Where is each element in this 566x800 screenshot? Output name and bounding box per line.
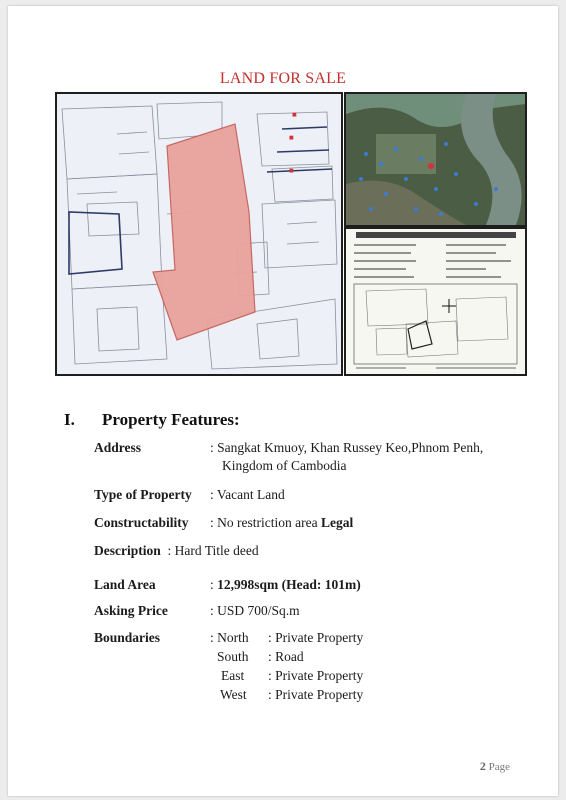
- boundary-west-value: : Private Property: [268, 687, 364, 702]
- document-page: [8, 6, 558, 796]
- description-value: Hard Title deed: [174, 543, 259, 558]
- boundary-south-dir: South: [217, 649, 249, 664]
- boundary-south-value: : Road: [268, 649, 304, 664]
- constructability-value: : No restriction area Legal: [210, 515, 354, 530]
- address-line1: Sangkat Kmuoy, Khan Russey Keo,Phnom Penh,: [217, 440, 484, 455]
- section-number: I.: [64, 410, 75, 429]
- section-title: Property Features:: [102, 410, 240, 429]
- asking-price-value: : USD 700/Sq.m: [210, 603, 300, 618]
- type-of-property-value: : Vacant Land: [210, 487, 285, 502]
- address-row: [94, 440, 141, 456]
- address-value-line2: [222, 458, 347, 474]
- address-line2: Kingdom of Cambodia: [222, 458, 347, 473]
- address-value: : Sangkat Kmuoy, Khan Russey Keo,Phnom Penh,: [210, 440, 484, 455]
- cadastral-plan-image: [55, 92, 343, 376]
- section-heading: [64, 410, 240, 430]
- svg-text:■: ■: [289, 168, 294, 174]
- page-title: LAND FOR SALE: [219, 70, 347, 87]
- satellite-map-image: [344, 92, 527, 227]
- constructability-row: [94, 515, 189, 531]
- asking-price-row: [94, 603, 168, 619]
- land-title-document-image: [344, 227, 527, 376]
- land-area-label: Land Area: [94, 577, 156, 592]
- asking-price-label: Asking Price: [94, 603, 168, 618]
- type-of-property-row: [94, 487, 192, 503]
- svg-text:■: ■: [289, 135, 294, 141]
- description-label: Description: [94, 543, 161, 558]
- land-area-value: : 12,998sqm (Head: 101m): [210, 577, 361, 592]
- boundaries-label: Boundaries: [94, 630, 161, 645]
- address-label: Address: [94, 440, 142, 455]
- svg-text:■: ■: [292, 112, 297, 118]
- boundary-north-dir: : North: [210, 630, 249, 645]
- constructability-label: Constructability: [94, 515, 189, 530]
- land-area-row: [94, 577, 156, 593]
- constructability-legal: Legal: [320, 515, 354, 530]
- boundary-east-value: : Private Property: [268, 668, 364, 683]
- boundary-west-dir: West: [220, 687, 247, 702]
- boundary-north-value: : Private Property: [268, 630, 364, 645]
- boundary-east-dir: East: [221, 668, 245, 683]
- page-number: 2 Page: [479, 759, 510, 773]
- description-row: Description : Hard Title deed: [94, 543, 259, 558]
- land-area-head: (Head: 101m): [281, 577, 361, 592]
- type-of-property-label: Type of Property: [94, 487, 192, 502]
- boundaries-row: [94, 630, 160, 646]
